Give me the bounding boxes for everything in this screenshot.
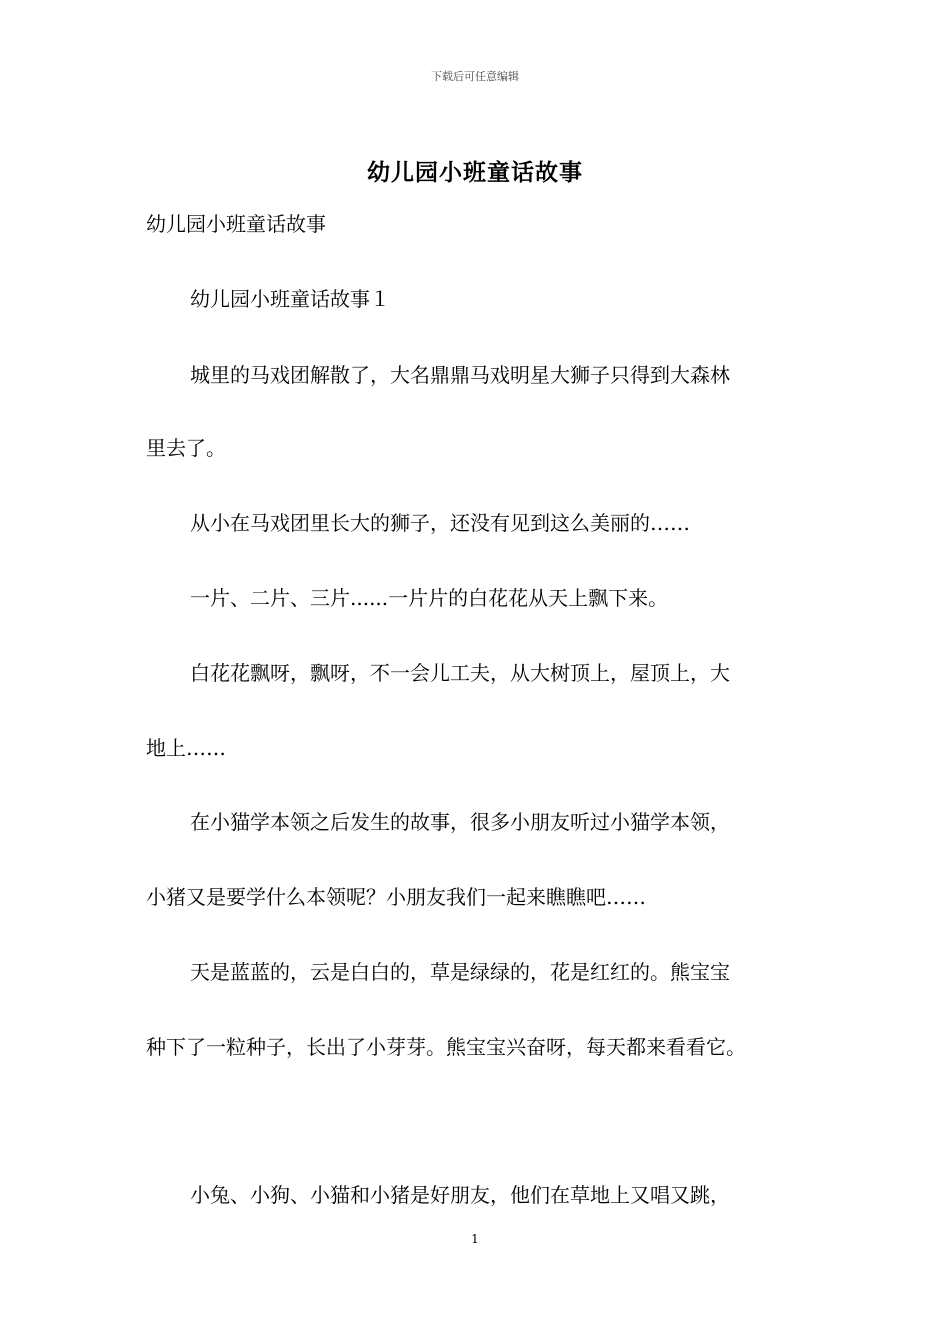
- paragraph-line: 在小猫学本领之后发生的故事，很多小朋友听过小猫学本领，: [190, 810, 730, 834]
- section-heading: 幼儿园小班童话故事１: [190, 287, 390, 311]
- document-title: 幼儿园小班童话故事: [367, 159, 583, 186]
- paragraph-line: 地上……: [146, 736, 226, 760]
- paragraph-line: 小猪又是要学什么本领呢？小朋友我们一起来瞧瞧吧……: [146, 885, 646, 909]
- document-subtitle: 幼儿园小班童话故事: [146, 212, 326, 236]
- paragraph-line: 小兔、小狗、小猫和小猪是好朋友，他们在草地上又唱又跳，: [190, 1183, 730, 1207]
- paragraph-line: 从小在马戏团里长大的狮子，还没有见到这么美丽的……: [190, 511, 690, 535]
- paragraph-line: 种下了一粒种子，长出了小芽芽。熊宝宝兴奋呀，每天都来看看它。: [146, 1035, 746, 1059]
- paragraph-line: 里去了。: [146, 436, 226, 460]
- paragraph-line: 一片、二片、三片......一片片的白花花从天上飘下来。: [190, 586, 669, 610]
- header-note: 下载后可任意编辑: [431, 70, 519, 83]
- page-number: 1: [471, 1232, 479, 1246]
- paragraph-line: 白花花飘呀，飘呀，不一会儿工夫，从大树顶上，屋顶上，大: [190, 661, 730, 685]
- paragraph-line: 城里的马戏团解散了，大名鼎鼎马戏明星大狮子只得到大森林: [190, 363, 730, 387]
- paragraph-line: 天是蓝蓝的，云是白白的，草是绿绿的，花是红红的。熊宝宝: [190, 960, 730, 984]
